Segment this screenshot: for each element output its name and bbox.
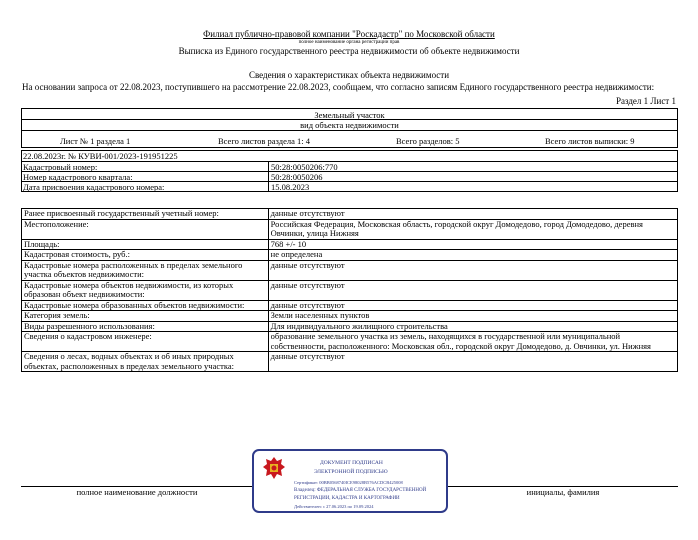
sections-total: Всего разделов: 5: [396, 136, 460, 146]
table-row: [22, 300, 678, 311]
row-value: данные отсутствуют: [268, 280, 677, 300]
characteristics-table: [21, 208, 678, 372]
table-row: [22, 219, 678, 239]
row-label: Кадастровые номера расположенных в пределах земельного участка объектов недвижимости:: [22, 260, 269, 280]
sheets-total: Всего листов выписки: 9: [545, 136, 635, 146]
row-label: Виды разрешенного использования:: [22, 321, 269, 332]
basis-text: На основании запроса от 22.08.2023, поступившего на рассмотрение 22.08.2023, сообщаем, что согласно записям Единого государственного реестра недвижимости:: [22, 82, 655, 92]
sheet-number: Лист № 1 раздела 1: [60, 136, 131, 146]
cadastral-number-value: 50:28:0050206:770: [271, 162, 338, 172]
row-value: Земли населенных пунктов: [268, 311, 677, 322]
document-title: Выписка из Единого государственного реестра недвижимости об объекте недвижимости: [178, 46, 520, 56]
row-label: Сведения о лесах, водных объектах и об иных природных объектах, расположенных в пределах земельного участка:: [22, 352, 269, 372]
row-value: Для индивидуального жилищного строительства: [268, 321, 677, 332]
row-value: данные отсутствуют: [268, 209, 677, 220]
table-row: [22, 332, 678, 352]
stamp-certificate: Сертификат: 00BB0568740ICE98028B576ACDCB425008: [294, 480, 403, 485]
table-row: [22, 311, 678, 322]
stamp-validity: Действителен: с 27.06.2023 по 19.09.2024: [294, 504, 374, 509]
table-row: [22, 239, 678, 250]
stamp-owner-line2: РЕГИСТРАЦИИ, КАДАСТРА И КАРТОГРАФИИ: [294, 496, 400, 501]
row-label: Ранее присвоенный государственный учетный номер:: [22, 209, 269, 220]
row-label: Площадь:: [22, 239, 269, 250]
row-label: Местоположение:: [22, 219, 269, 239]
table-row: [22, 321, 678, 332]
table-row: [22, 260, 678, 280]
table-row: [22, 352, 678, 372]
table-row: [22, 209, 678, 220]
assignment-date-label: Дата присвоения кадастрового номера:: [23, 182, 165, 192]
row-value: Российская Федерация, Московская область, городской округ Домодедово, город Домодедово, деревня Овчинки, улица Нижняя: [268, 219, 677, 239]
cadastral-quarter-label: Номер кадастрового квартала:: [23, 172, 133, 182]
row-value: образование земельного участка из земель, находящихся в государственной или муниципальной собственности, расположенного: Московская обл., городской округ Домодедово, д. Овчинки, ул. Нижняя: [268, 332, 677, 352]
row-value: данные отсутствуют: [268, 300, 677, 311]
assignment-date-value: 15.08.2023: [271, 182, 310, 192]
row-label: Сведения о кадастровом инженере:: [22, 332, 269, 352]
cadastral-quarter-value: 50:28:0050206: [271, 172, 323, 182]
stamp-owner-line1: Владелец: ФЕДЕРАЛЬНАЯ СЛУЖБА ГОСУДАРСТВЕННОЙ: [294, 488, 427, 493]
row-label: Кадастровая стоимость, руб.:: [22, 250, 269, 261]
table-row: [22, 250, 678, 261]
stamp-line2: ЭЛЕКТРОННОЙ ПОДПИСЬЮ: [314, 469, 388, 475]
org-caption: полное наименование органа регистрации прав: [298, 40, 400, 45]
cadastral-number-label: Кадастровый номер:: [23, 162, 98, 172]
sheets-in-section: Всего листов раздела 1: 4: [218, 136, 310, 146]
electronic-signature-stamp: [252, 449, 448, 513]
row-value: данные отсутствуют: [268, 260, 677, 280]
object-type-caption: вид объекта недвижимости: [300, 120, 399, 130]
row-label: Кадастровые номера объектов недвижимости, из которых образован объект недвижимости:: [22, 280, 269, 300]
row-label: Кадастровые номера образованных объектов недвижимости:: [22, 300, 269, 311]
row-value: не определена: [268, 250, 677, 261]
row-value: данные отсутствуют: [268, 352, 677, 372]
document-id: 22.08.2023г. № КУВИ-001/2023-191951225: [23, 151, 178, 161]
table-row: [22, 280, 678, 300]
row-label: Категория земель:: [22, 311, 269, 322]
initials-caption: инициалы, фамилия: [526, 487, 600, 497]
org-name: Филиал публично-правовой компании "Роскадастр" по Московской области: [203, 29, 495, 39]
object-type: Земельный участок: [314, 110, 385, 120]
row-value: 768 +/- 10: [268, 239, 677, 250]
stamp-line1: ДОКУМЕНТ ПОДПИСАН: [320, 460, 383, 466]
position-caption: полное наименование должности: [76, 487, 198, 497]
section-title: Сведения о характеристиках объекта недвижимости: [248, 70, 450, 80]
section-sheet: Раздел 1 Лист 1: [615, 96, 676, 106]
emblem-icon: [261, 455, 287, 481]
